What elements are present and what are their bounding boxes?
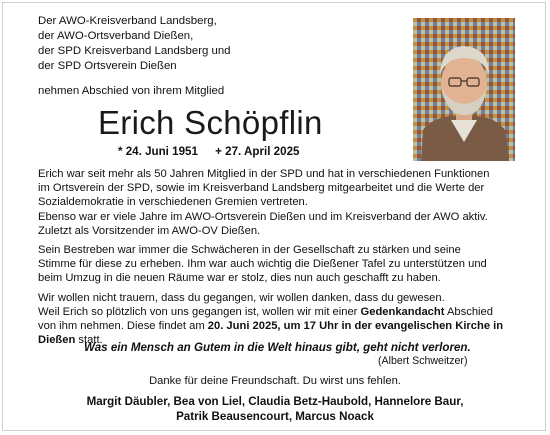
text-line: beim Umzug in die neuen Räume war er stolz, dies nun auch geschafft zu haben.: [38, 272, 441, 285]
life-dates: [118, 145, 299, 158]
memorial-text: statt.: [75, 334, 103, 347]
text-line: Ebenso war er viele Jahre im AWO-Ortsverein Dießen und im Kreisverband der AWO aktiv.: [38, 210, 488, 223]
thanks-line: Danke für deine Freundschaft. Du wirst uns fehlen.: [149, 375, 401, 387]
text-line: Erich war seit mehr als 50 Jahren Mitglied in der SPD und hat in verschiedenen Funktionen: [38, 168, 490, 180]
text-line: Wir wollen nicht trauern, dass du gegangen, wir wollen danken, dass du gewesen.: [38, 291, 445, 304]
text-line: [38, 319, 528, 333]
signatures: [0, 394, 550, 424]
memorial-text: Abschied: [444, 305, 493, 318]
organization-line: der SPD Kreisverband Landsberg und: [38, 45, 231, 57]
signature-line: Margit Däubler, Bea von Liel, Claudia Betz-Haubold, Hannelore Baur,: [86, 395, 464, 408]
organization-line: Der AWO-Kreisverband Landsberg,: [38, 15, 217, 27]
text-line: Zuletzt als Vorsitzender im AWO-OV Dießen.: [38, 224, 261, 237]
text-line: Sein Bestreben war immer die Schwächeren in der Gesellschaft zu stärken und seine: [38, 244, 461, 257]
memorial-text: von ihm nehmen. Diese findet am: [38, 320, 208, 333]
paragraph-values: [38, 243, 528, 286]
text-line: Sozialdemokratie in verschiedenen Gremien vertreten.: [38, 196, 308, 209]
signature-line: Patrik Beausencourt, Marcus Noack: [176, 410, 374, 423]
memorial-date-time: 20. Juni 2025, um 17 Uhr in der evangelischen Kirche in: [207, 320, 504, 333]
memorial-keyword: Gedenkandacht: [360, 305, 445, 318]
quote-author: (Albert Schweitzer): [378, 355, 468, 367]
portrait-image: [413, 18, 515, 161]
memorial-text: Weil Erich so plötzlich von uns gegangen ist, wollen wir mit einer: [38, 305, 361, 318]
deceased-name: Erich Schöpflin: [98, 104, 323, 141]
paragraph-career: [38, 167, 528, 238]
text-line: im Ortsverein der SPD, sowie im Kreisverband Landsberg mitgearbeitet und die Werte der: [38, 182, 485, 195]
text-line: Stimme für diese zu erheben. Ihm war auch wichtig die Dießener Tafel zu unterstützen und: [38, 258, 487, 271]
obituary-body: [38, 167, 528, 352]
memorial-quote: Was ein Mensch an Gutem in die Welt hinaus gibt, geht nicht verloren.: [84, 341, 471, 354]
intro-text: nehmen Abschied von ihrem Mitglied: [38, 85, 225, 97]
paragraph-memorial: [38, 291, 528, 348]
organization-line: der AWO-Ortsverband Dießen,: [38, 30, 194, 42]
organization-line: der SPD Ortsverein Dießen: [38, 60, 177, 72]
portrait-photo: [413, 18, 515, 161]
birth-date: * 24. Juni 1951: [118, 145, 198, 158]
text-line: [38, 305, 528, 319]
memorial-place: Dießen: [38, 334, 76, 347]
death-date: + 27. April 2025: [215, 145, 300, 158]
organizations-list: [38, 14, 231, 74]
